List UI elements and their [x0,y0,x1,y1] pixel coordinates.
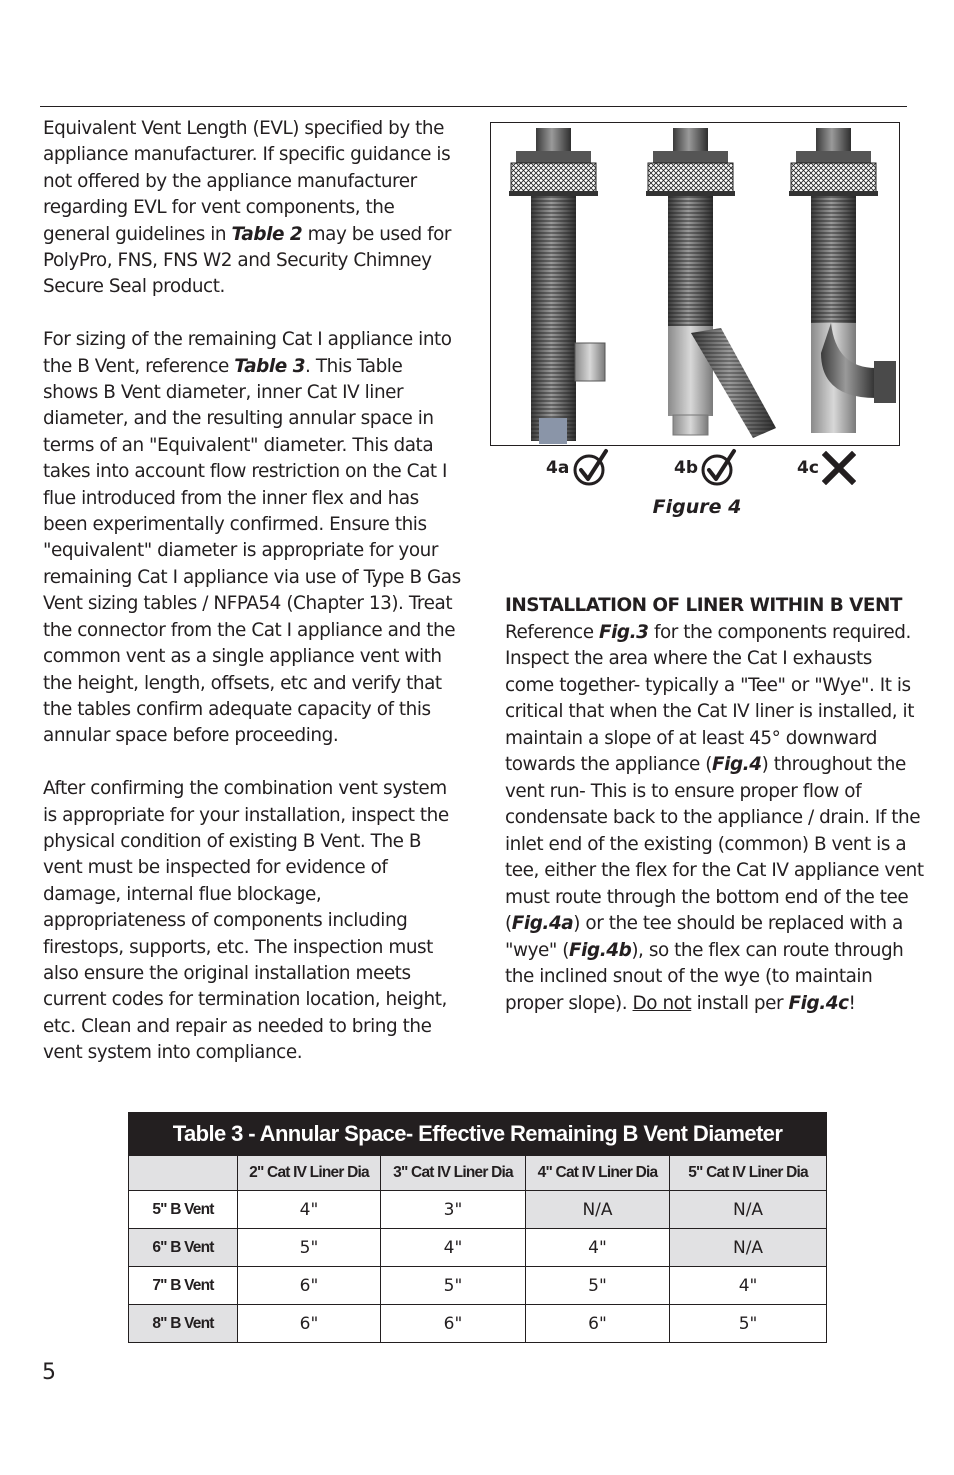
table-cell: 6" [381,1305,526,1343]
table-title-row [129,1113,827,1156]
header-rule [40,106,907,107]
check-icon [572,448,610,488]
annular-space-table [128,1112,827,1343]
table-cell: 5" [381,1267,526,1305]
fig-4-reference: Fig.4 [712,754,762,775]
fig-4c-reference: Fig.4c [788,992,849,1014]
table-cell: N/A [526,1191,670,1229]
table-cell: 6" [238,1267,381,1305]
fig-3-reference: Fig.3 [598,621,649,643]
table-cell: 5" [238,1229,381,1267]
table-cell: 6" [238,1305,381,1343]
row-header: 7" B Vent [129,1267,238,1305]
paragraph-liner-install: Reference Fig.3 for the components required. Inspect the area where the Cat I exhausts come together- typically a "Tee" or "Wye". It is critical that when the Cat IV liner is installed, it maintain a slope of at least 45° downward towards the appliance (Fig.4) throughout the vent run- This is to ensure proper flow of condensate back to the appliance / drain. If the inlet end of the existing (common) B vent is a tee, either the flex for the Cat IV appliance vent must route through the bottom end of the tee (Fig.4a) or the tee should be replaced with a "wye" (Fig.4b), so the flex can route through the inclined snout of the wye (to maintain proper slope). Do not install per Fig.4c! [505,621,924,1014]
column-header [129,1156,238,1191]
table-cell: 4" [526,1229,670,1267]
section-heading: INSTALLATION OF LINER WITHIN B VENT [505,595,902,616]
table-cell: 4" [238,1191,381,1229]
figure-label-4c: 4c [797,458,819,478]
table-row [129,1229,827,1267]
table-cell: 4" [381,1229,526,1267]
page-number: 5 [42,1360,56,1385]
table-row [129,1267,827,1305]
column-header: 4" Cat IV Liner Dia [526,1156,670,1191]
table-title: Table 3 - Annular Space- Effective Remaining B Vent Diameter [129,1113,827,1156]
table-cell: 5" [670,1305,827,1343]
fig-4b-reference: Fig.4b [569,939,632,961]
row-header: 5" B Vent [129,1191,238,1229]
fig-4a-reference: Fig.4a [511,913,574,934]
row-header: 8" B Vent [129,1305,238,1343]
do-not-emphasis: Do not [632,992,692,1014]
figure-label-4a: 4a [546,458,570,478]
figure-4-image [490,122,900,446]
table-cell: 4" [670,1267,827,1305]
table-row [129,1305,827,1343]
figure-label-4b: 4b [674,458,698,478]
table-cell: N/A [670,1191,827,1229]
column-header: 3" Cat IV Liner Dia [381,1156,526,1191]
left-column [43,116,461,1093]
paragraph-inspection: After confirming the combination vent system is appropriate for your installation, inspect the physical condition of existing B Vent. The B vent must be inspected for evidence of damage, internal flue blockage, appropriateness of components including firestops, supports, etc. The inspection must also ensure the original installation meets current codes for termination location, height, etc. Clean and repair as needed to bring the vent system into compliance. [43,778,449,1064]
right-column [505,593,925,1017]
paragraph-evl: Equivalent Vent Length (EVL) specified by the appliance manufacturer. If specific guidance is not offered by the appliance manufacturer regarding EVL for vent components, the general guidelines in Table 2 may be used for PolyPro, FNS, FNS W2 and Security Chimney Secure Seal product. [43,118,452,298]
row-header: 6" B Vent [129,1229,238,1267]
table-header-row [129,1156,827,1191]
table-cell: N/A [670,1229,827,1267]
table-cell: 3" [381,1191,526,1229]
table-cell: 5" [526,1267,670,1305]
x-icon [822,451,856,485]
table-2-reference: Table 2 [231,223,303,245]
column-header: 5" Cat IV Liner Dia [670,1156,827,1191]
table-row [129,1191,827,1229]
column-header: 2" Cat IV Liner Dia [238,1156,381,1191]
table-3-reference: Table 3 [234,355,306,377]
paragraph-sizing: For sizing of the remaining Cat I appliance into the B Vent, reference Table 3. This Table shows B Vent diameter, inner Cat IV liner diameter, and the resulting annular space in terms of an "Equivalent" diameter. This data takes into account flow restriction on the Cat I flue introduced from the inner flex and has been experimentally confirmed. Ensure this "equivalent" diameter is appropriate for your remaining Cat I appliance via use of Type B Gas Vent sizing tables / NFPA54 (Chapter 13). Treat the connector from the Cat I appliance and the common vent as a single appliance vent with the height, length, offsets, etc and verify that the tables confirm adequate capacity of this annular space before proceeding. [43,329,461,747]
table-cell: 6" [526,1305,670,1343]
check-icon [700,448,738,488]
figure-caption: Figure 4 [652,496,742,518]
vent-illustration [491,123,898,444]
